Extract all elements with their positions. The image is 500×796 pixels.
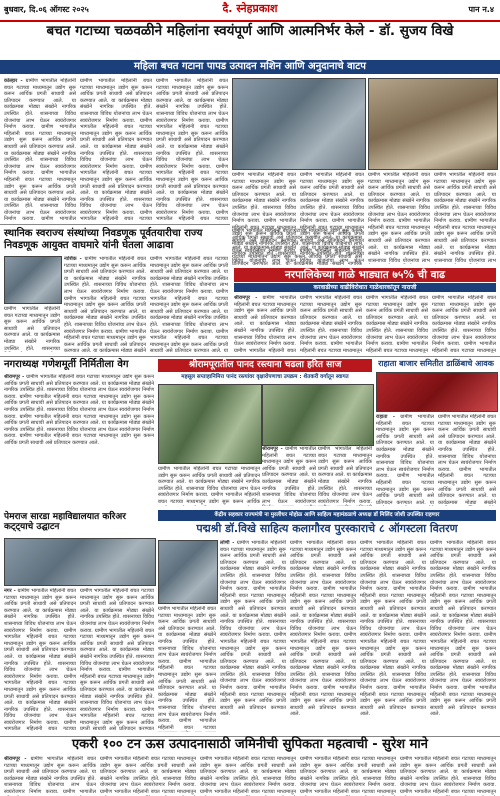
story1-col6	[368, 172, 430, 264]
story6-dateline: राहाता -	[376, 414, 395, 420]
story7-col1	[4, 588, 76, 732]
divider	[0, 224, 230, 225]
story9-col5	[400, 756, 496, 796]
story3-headline: नरपालिकेच्या गाळे भाड्यात ७५% ची वाढ	[234, 268, 496, 282]
page-number: पान न.४	[468, 5, 494, 14]
story5-col1	[262, 446, 316, 506]
story9-headline: एकरी १०० टन ऊस उत्पादनासाठी जमिनीची सुपिकता महत्वाची - सुरेश माने	[71, 737, 429, 752]
story3-dateline: श्रीरामपूर -	[234, 295, 258, 301]
story8-col2	[290, 540, 356, 732]
story1-headline: बचत गटाच्या चळवळीने महिलांना स्वयंपूर्ण आणि आत्मनिर्भर केले - डॉ. सुजय विखे	[46, 23, 454, 39]
story1-subhead: महिला बचत गटाना पापड उत्पादन मशिन आणि अनुदानाचे वाटप	[0, 60, 500, 74]
issue-date: बुधवार, दि.०६ ऑगस्ट २०२५	[4, 5, 89, 14]
story4-col1	[4, 374, 154, 448]
story6-col2	[438, 414, 496, 506]
story3-col4	[432, 295, 496, 353]
story5-dateline: श्रीरामपूर -	[262, 446, 283, 452]
story9-col2	[100, 756, 196, 796]
story1-col3	[156, 78, 228, 222]
story9-col3	[200, 756, 296, 796]
story2-col3	[232, 228, 362, 266]
story5-col3	[158, 466, 260, 506]
story6-col1	[376, 414, 434, 506]
story9-col4	[300, 756, 396, 796]
story5-subhead: महसूल सप्ताहानिमित्त पानंद रस्त्यांवर वृक्षारोपणाचा उपक्रम : शेतकरी वर्गातून स्वागत	[181, 374, 349, 380]
story3-col1	[234, 295, 296, 353]
story7-dateline: नगर -	[4, 588, 16, 594]
story3-col2	[300, 295, 362, 353]
story6-photo	[376, 372, 498, 412]
story1-col2	[80, 78, 152, 222]
masthead: दै. स्नेहप्रकाश	[222, 2, 278, 15]
story2-col0	[4, 306, 60, 352]
story8-col3	[360, 540, 426, 732]
story2-photo	[4, 256, 62, 304]
page-header	[0, 0, 500, 22]
story5-col2	[318, 446, 372, 506]
story4-headline: नगराध्यक्ष गणेशमूर्ती निर्मितीला वेग	[4, 359, 129, 370]
divider	[0, 356, 500, 357]
story8-col0	[158, 606, 216, 732]
story8-kicker: केंद्रीय सहकार राज्यमंत्री ना मुरलीधर मोहोळ आणि साहित्य महामंडळाचे अध्यक्ष डॉ मिलिंद जोशी उपस्थित राहणार	[158, 510, 496, 521]
story5-photo-left	[158, 384, 262, 464]
story7-col2	[80, 588, 154, 732]
story1-col1	[4, 78, 76, 222]
story4-dateline: श्रीरामपूर -	[4, 374, 25, 380]
story6-headline: राहाता बाजार समितीत डाळिंबाचे आवक	[378, 359, 494, 368]
story1-photo-main	[232, 78, 366, 170]
story5-photo-right	[262, 384, 374, 446]
story8-photo	[158, 540, 218, 604]
story3-col3	[366, 295, 428, 353]
story7-headline: पेमराज सारडा महाविद्यालयात करिअर कट्ट्याचे उद्घाटन	[4, 512, 126, 533]
story3-subhead: करवाढीच्या वाढीविरोधात गाळेधारकांतून नाराजी	[234, 283, 496, 292]
story2-dateline: नाशिक -	[64, 256, 82, 262]
story5-headline: श्रीरामपूरातील पानद रस्त्याना चढला हरित साज	[158, 359, 372, 372]
story1-dateline: कोल्हार -	[4, 78, 23, 84]
story8-col4	[430, 540, 496, 732]
story2-headline: स्थानिक स्वराज्य संस्थांच्या निवडणूक पूर्वतयारीचा राज्य निवडणूक आयुक्त वाघमारे यांनी घेतला आढावा	[4, 228, 203, 251]
story8-dateline: लोणी -	[220, 540, 235, 546]
story8-headline: पद्मश्री डॉ.विखे साहित्य कलागौरव पुरस्काराचे ८ ऑगस्टला वितरण	[196, 522, 458, 535]
story2-col2	[150, 256, 228, 352]
story9-dateline: श्रीरामपूर -	[4, 756, 27, 762]
story1-col7	[434, 172, 496, 264]
story2-col1	[64, 256, 146, 352]
story8-col1	[220, 540, 286, 732]
story7-photo	[4, 538, 156, 586]
story1-photo-side	[368, 78, 498, 170]
story9-col1	[4, 756, 96, 796]
